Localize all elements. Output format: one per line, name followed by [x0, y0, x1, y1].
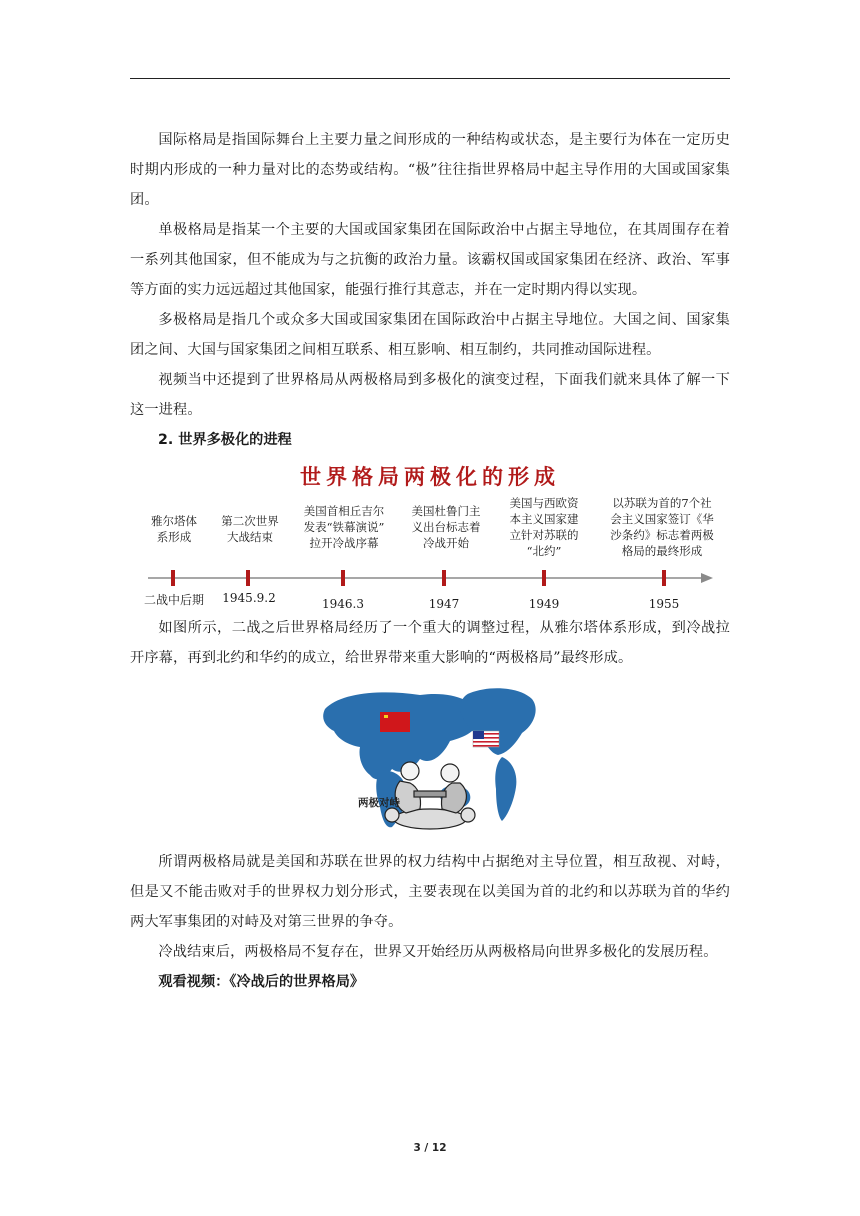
timeline-axis-arrow: [701, 573, 713, 583]
timeline-figure: [130, 457, 730, 611]
paragraph-video-intro: 视频当中还提到了世界格局从两极格局到多极化的演变过程，下面我们就来具体了解一下这一进程。: [130, 372, 730, 418]
page-content: [130, 125, 730, 997]
timeline-date-5: 1955: [648, 597, 680, 611]
timeline-event-line: “北约”: [526, 544, 562, 558]
timeline-event-3: [400, 503, 492, 551]
section-heading: 2. 世界多极化的进程: [158, 432, 292, 448]
timeline-event-line: 本主义国家建: [509, 512, 579, 526]
timeline-date-2: 1946.3: [322, 597, 364, 611]
timeline-event-line: 格局的最终形成: [621, 544, 703, 558]
timeline-event-line: 系形成: [156, 530, 192, 544]
timeline-event-line: 大战结束: [227, 530, 273, 544]
timeline-event-line: 美国首相丘吉尔: [303, 504, 385, 518]
timeline-event-4: [496, 495, 592, 559]
paragraph-post-cold-war: 冷战结束后，两极格局不复存在，世界又开始经历从两极格局向世界多极化的发展历程。: [158, 944, 718, 960]
timeline-event-2: [290, 503, 398, 551]
timeline-event-line: 美国与西欧资: [509, 496, 579, 510]
timeline-tick-2: [341, 570, 345, 586]
timeline-event-line: 义出台标志着: [411, 520, 481, 534]
usa-flag-icon: [473, 731, 499, 747]
map-caption: 两极对峙: [358, 797, 400, 809]
world-map-continents: [323, 688, 535, 827]
timeline-event-line: 冷战开始: [423, 536, 469, 550]
timeline-event-5: [600, 495, 724, 559]
paragraph-bipolar-definition: 所谓两极格局就是美国和苏联在世界的权力结构中占据绝对主导位置，相互敌视、对峙，但是又不能击败对手的世界权力划分形式，主要表现在以美国为首的北约和以苏联为首的华约两大军事集团的对峙及对第三世界的争夺。: [130, 854, 730, 930]
bipolar-map-figure: [130, 679, 730, 839]
watch-video-heading: 观看视频：《冷战后的世界格局》: [158, 974, 365, 990]
page-number: 3 / 12: [413, 1142, 447, 1154]
timeline-event-line: 沙条约》标志着两极: [610, 528, 714, 542]
timeline-tick-1: [246, 570, 250, 586]
timeline-event-0: [130, 513, 218, 545]
timeline-event-line: 雅尔塔体: [151, 514, 197, 528]
paragraph-after-timeline: 如图所示，二战之后世界格局经历了一个重大的调整过程，从雅尔塔体系形成，到冷战拉开序幕，再到北约和华约的成立，给世界带来重大影响的“两极格局”最终形成。: [130, 620, 730, 666]
ussr-flag-icon: [380, 712, 410, 732]
timeline-date-3: 1947: [428, 597, 460, 611]
timeline-event-line: 拉开冷战序幕: [309, 536, 379, 550]
timeline-tick-4: [542, 570, 546, 586]
timeline-title: 世界格局两极化的形成: [300, 464, 560, 489]
timeline-event-line: 第二次世界: [221, 514, 279, 528]
timeline-date-0: 二战中后期: [143, 593, 204, 607]
timeline-tick-0: [171, 570, 175, 586]
timeline-tick-3: [442, 570, 446, 586]
timeline-event-line: 会主义国家签订《华: [610, 512, 714, 526]
timeline-date-4: 1949: [528, 597, 560, 611]
timeline-tick-5: [662, 570, 666, 586]
timeline-date-1: 1945.9.2: [222, 591, 276, 605]
timeline-event-line: 发表“铁幕演说”: [303, 520, 385, 534]
timeline-event-1: [210, 513, 290, 545]
paragraph-multipolar: 多极格局是指几个或众多大国或国家集团在国际政治中占据主导地位。大国之间、国家集团之间、大国与国家集团之间相互联系、相互影响、相互制约，共同推动国际进程。: [130, 312, 730, 358]
paragraph-unipolar: 单极格局是指某一个主要的大国或国家集团在国际政治中占据主导地位，在其周围存在着一系列其他国家，但不能成为与之抗衡的政治力量。该霸权国或国家集团在经济、政治、军事等方面的实力远远超过其他国家，能强行推行其意志，并在一定时期内得以实现。: [130, 222, 730, 298]
header-rule: [130, 78, 730, 79]
timeline-event-line: 美国杜鲁门主: [411, 504, 481, 518]
world-map-illustration: [130, 679, 730, 839]
timeline-event-line: 以苏联为首的7个社: [612, 496, 712, 510]
timeline-event-line: 立针对苏联的: [509, 528, 579, 542]
paragraph-international-pattern: 国际格局是指国际舞台上主要力量之间形成的一种结构或状态，是主要行为体在一定历史时期内形成的一种力量对比的态势或结构。“极”往往指世界格局中起主导作用的大国或国家集团。: [130, 132, 730, 208]
